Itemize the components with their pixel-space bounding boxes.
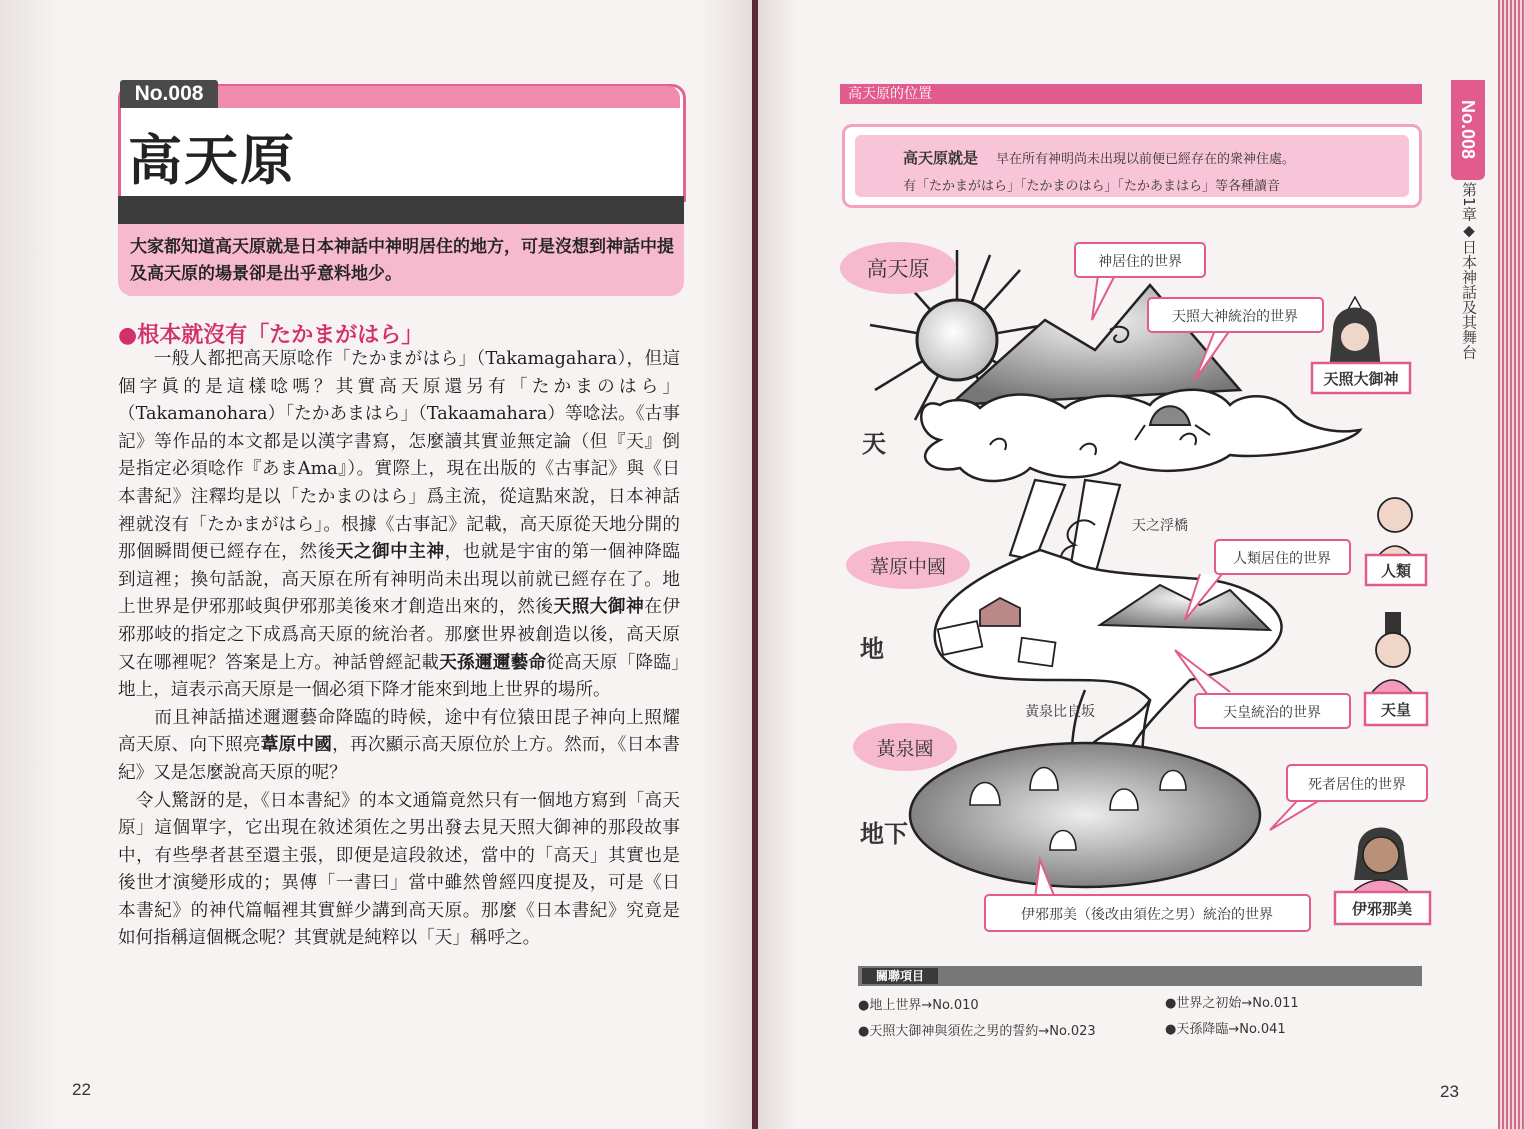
svg-text:人類居住的世界: 人類居住的世界 <box>1233 551 1331 567</box>
svg-text:人類: 人類 <box>1380 562 1412 580</box>
emperor-figure <box>1365 612 1427 725</box>
svg-text:天皇: 天皇 <box>1380 701 1412 719</box>
definition-box <box>842 124 1422 208</box>
definition-line-2: 有「たかまがはら」「たかまのはら」「たかあまはら」等各種讀音 <box>903 179 1281 194</box>
intro-text: 大家都知道高天原就是日本神話中神明居住的地方，可是沒想到神話中提及高天原的場景卻是出乎意料地少。 <box>130 237 674 284</box>
cosmology-diagram <box>830 230 1450 940</box>
related-items-title: 關聯項目 <box>862 968 938 984</box>
svg-text:伊邪那美: 伊邪那美 <box>1351 900 1413 918</box>
page-stack-edge-right <box>1498 0 1525 1129</box>
level-label-underground: 地下 <box>860 820 908 848</box>
svg-text:天照大神統治的世界: 天照大神統治的世界 <box>1172 309 1298 325</box>
page-number-right: 23 <box>1440 1082 1459 1101</box>
related-item[interactable]: ●天照大御神與須佐之男的誓約→No.023 <box>858 1024 1096 1039</box>
related-item[interactable]: ●天孫降臨→No.041 <box>1165 1022 1286 1037</box>
amaterasu-figure <box>1312 297 1410 393</box>
section-heading: ●根本就沒有「たかまがはら」 <box>118 323 424 348</box>
paragraph-1: 一般人都把高天原唸作「たかまがはら」（Takamagahara），但這個字眞的是這樣唸嗎？其實高天原還另有「たかまのはら」（Takamanohara）「たかあまはら」（Takaamahara）等唸法。《古事記》等作品的本文都是以漢字書寫，怎麼讀其實並無定論（但『天』倒是指定必須唸作『あまAma』）。實際上，現在出版的《古事記》與《日本書紀》注釋均是以「たかまのはら」爲主流，從這點來說，日本神話裡就沒有「たかまがはら」。根據《古事記》記載，高天原從天地分開的那個瞬間便已經存在，然後天之御中主神，也就是宇宙的第一個神降臨到這裡；換句話說，高天原在所有神明尚未出現以前就已經存在了。地上世界是伊邪那岐與伊邪那美後來才創造出來的，然後天照大御神在伊邪那岐的指定之下成爲高天原的統治者。那麼世界被創造以後，高天原又在哪裡呢？答案是上方。神話曾經記載天孫邇邇藝命從高天原「降臨」地上，這表示高天原是一個必須下降才能來到地上世界的場所。 <box>118 349 680 701</box>
related-items-bar <box>858 966 1422 986</box>
svg-text:天照大御神: 天照大御神 <box>1323 370 1399 388</box>
label-floating-bridge: 天之浮橋 <box>1132 518 1188 534</box>
human-figure <box>1366 498 1426 585</box>
svg-text:天皇統治的世界: 天皇統治的世界 <box>1223 705 1321 721</box>
figure-title-bar: 高天原的位置 <box>840 84 1422 104</box>
related-item[interactable]: ●世界之初始→No.011 <box>1165 996 1299 1011</box>
definition-line-1: 高天原就是 早在所有神明尚未出現以前便已經存在的衆神住處。 <box>903 149 1296 167</box>
svg-text:死者居住的世界: 死者居住的世界 <box>1308 777 1406 793</box>
izanami-figure <box>1335 828 1430 925</box>
realm-badge-takamagahara <box>840 242 956 294</box>
svg-text:神居住的世界: 神居住的世界 <box>1098 254 1182 270</box>
realm-badge-ashihara <box>846 541 970 589</box>
body-text <box>118 346 680 953</box>
related-item[interactable]: ●地上世界→No.010 <box>858 998 979 1013</box>
svg-text:黃泉國: 黃泉國 <box>876 738 934 760</box>
svg-text:葦原中國: 葦原中國 <box>869 556 947 578</box>
level-label-earth: 地 <box>860 635 884 663</box>
yomi-land <box>910 743 1260 887</box>
side-entry-tab: No.008 <box>1451 80 1485 180</box>
svg-text:高天原: 高天原 <box>866 257 930 281</box>
entry-number-tab: No.008 <box>120 80 218 108</box>
callout-dead-world <box>1270 765 1427 830</box>
svg-text:伊邪那美（後改由須佐之男）統治的世界: 伊邪那美（後改由須佐之男）統治的世界 <box>1021 907 1273 923</box>
paragraph-2: 而且神話描述邇邇藝命降臨的時候，途中有位猿田毘子神向上照耀高天原、向下照亮葦原中國，再次顯示高天原位於上方。然而，《日本書紀》又是怎麼說高天原的呢？ <box>118 707 680 783</box>
page-number-left: 22 <box>72 1080 91 1099</box>
realm-badge-yomi <box>853 723 957 771</box>
level-label-heaven: 天 <box>862 430 886 458</box>
paragraph-3: 令人驚訝的是，《日本書紀》的本文通篇竟然只有一個地方寫到「高天原」這個單字，它出現在敘述須佐之男出發去見天照大御神的那段故事中，有些學者甚至還主張，即便是這段敘述，當中的「高天」其實也是後世才演變形成的；異傳「一書曰」當中雖然曾經四度提及，可是《日本書紀》的神代篇幅裡其實鮮少講到高天原。那麼《日本書紀》究竟是如何指稱這個概念呢？其實就是純粹以「天」稱呼之。 <box>118 790 680 949</box>
side-chapter-label: 第1章◆日本神話及其舞台 <box>1460 182 1478 360</box>
page-title: 高天原 <box>128 129 296 192</box>
title-dark-bar <box>118 196 684 224</box>
heaven-cloud <box>921 390 1360 481</box>
label-yomotsu-hirasaka: 黃泉比良坂 <box>1025 704 1095 720</box>
